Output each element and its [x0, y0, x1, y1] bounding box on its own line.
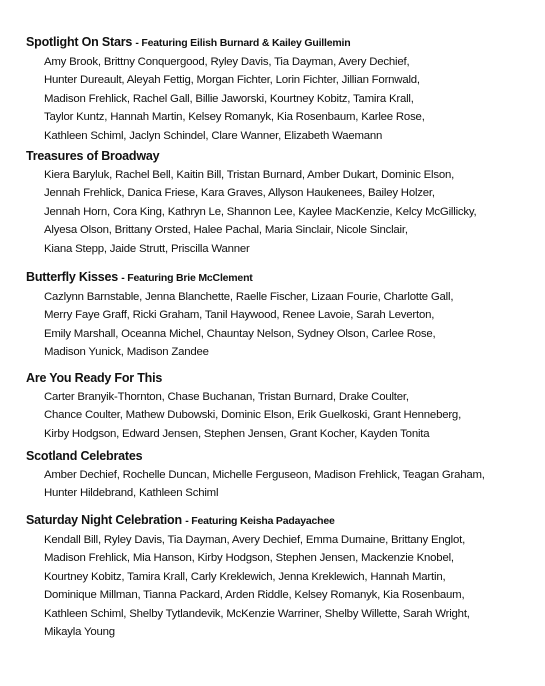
- cast-line: Jennah Frehlick, Danica Friese, Kara Graves, Allyson Haukenees, Bailey Holzer,: [44, 187, 435, 200]
- cast-line: Carter Branyik-Thornton, Chase Buchanan, Tristan Burnard, Drake Coulter,: [44, 391, 409, 403]
- section-featuring: - Featuring Brie McClement: [121, 272, 253, 284]
- section-heading: [26, 34, 538, 51]
- cast-line: Dominique Millman, Tianna Packard, Arden Riddle, Kelsey Romanyk, Kia Rosenbaum,: [44, 589, 465, 602]
- cast-line: Kourtney Kobitz, Tamira Krall, Carly Kreklewich, Jenna Kreklewich, Hannah Martin,: [44, 570, 446, 583]
- section-butterfly-kisses: [26, 269, 538, 362]
- cast-line: Amy Brook, Brittny Conquergood, Ryley Davis, Tia Dayman, Avery Dechief,: [44, 56, 410, 68]
- section-are-you-ready-for-this: [26, 370, 538, 443]
- cast-line: Cazlynn Barnstable, Jenna Blanchette, Raelle Fischer, Lizaan Fourie, Charlotte Gall,: [44, 291, 454, 303]
- cast-line: Kathleen Schiml, Shelby Tytlandevik, McKenzie Warriner, Shelby Willette, Sarah Wright,: [44, 607, 470, 620]
- section-title: Scotland Celebrates: [26, 449, 143, 463]
- cast-line: Kiera Baryluk, Rachel Bell, Kaitin Bill, Tristan Burnard, Amber Dukart, Dominic Elson,: [44, 169, 455, 181]
- cast-line: Kiana Stepp, Jaide Strutt, Priscilla Wanner: [44, 242, 250, 255]
- cast-list: [44, 53, 538, 145]
- cast-line: Madison Yunick, Madison Zandee: [44, 346, 209, 359]
- cast-line: Chance Coulter, Mathew Dubowski, Dominic Elson, Erik Guelkoski, Grant Henneberg,: [44, 409, 462, 422]
- section-heading: [26, 448, 538, 464]
- section-featuring: - Featuring Keisha Padayachee: [185, 515, 335, 527]
- cast-line: Hunter Dureault, Aleyah Fettig, Morgan Fichter, Lorin Fichter, Jillian Fornwald,: [44, 74, 420, 87]
- cast-line: Kathleen Schiml, Jaclyn Schindel, Clare Wanner, Elizabeth Waemann: [44, 129, 383, 142]
- section-title: Treasures of Broadway: [26, 149, 160, 163]
- cast-line: Kirby Hodgson, Edward Jensen, Stephen Jensen, Grant Kocher, Kayden Tonita: [44, 427, 430, 440]
- cast-line: Madison Frehlick, Mia Hanson, Kirby Hodgson, Stephen Jensen, Mackenzie Knobel,: [44, 552, 454, 565]
- section-saturday-night-celebration: [26, 512, 538, 641]
- section-heading: [26, 148, 538, 164]
- section-title: Are You Ready For This: [26, 371, 163, 385]
- cast-line: Amber Dechief, Rochelle Duncan, Michelle Ferguseon, Madison Frehlick, Teagan Graham,: [44, 469, 485, 481]
- cast-list: [44, 466, 538, 503]
- cast-line: Hunter Hildebrand, Kathleen Schiml: [44, 487, 219, 500]
- cast-line: Taylor Kuntz, Hannah Martin, Kelsey Romanyk, Kia Rosenbaum, Karlee Rose,: [44, 111, 425, 124]
- cast-line: Madison Frehlick, Rachel Gall, Billie Jaworski, Kourtney Kobitz, Tamira Krall,: [44, 92, 414, 105]
- cast-line: Emily Marshall, Oceanna Michel, Chauntay Nelson, Sydney Olson, Carlee Rose,: [44, 327, 436, 340]
- section-title: Saturday Night Celebration: [26, 513, 182, 527]
- cast-line: Jennah Horn, Cora King, Kathryn Le, Shannon Lee, Kaylee MacKenzie, Kelcy McGillicky,: [44, 205, 477, 218]
- cast-line: Merry Faye Graff, Ricki Graham, Tanil Haywood, Renee Lavoie, Sarah Leverton,: [44, 309, 435, 322]
- section-heading: [26, 269, 538, 286]
- section-heading: [26, 512, 538, 529]
- cast-line: Mikayla Young: [44, 626, 115, 639]
- section-title: Spotlight On Stars: [26, 35, 133, 49]
- section-treasures-of-broadway: [26, 148, 538, 258]
- cast-list: [44, 166, 538, 258]
- cast-line: Kendall Bill, Ryley Davis, Tia Dayman, Avery Dechief, Emma Dumaine, Brittany Englot,: [44, 534, 466, 546]
- section-featuring: - Featuring Eilish Burnard & Kailey Guillemin: [135, 37, 351, 49]
- section-title: Butterfly Kisses: [26, 270, 118, 284]
- section-heading: [26, 370, 538, 386]
- section-spotlight-on-stars: [26, 34, 538, 145]
- cast-list: [44, 288, 538, 362]
- cast-list: [44, 388, 538, 443]
- cast-line: Alyesa Olson, Brittany Orsted, Halee Pachal, Maria Sinclair, Nicole Sinclair,: [44, 224, 408, 237]
- section-scotland-celebrates: [26, 448, 538, 503]
- cast-list: [44, 531, 538, 641]
